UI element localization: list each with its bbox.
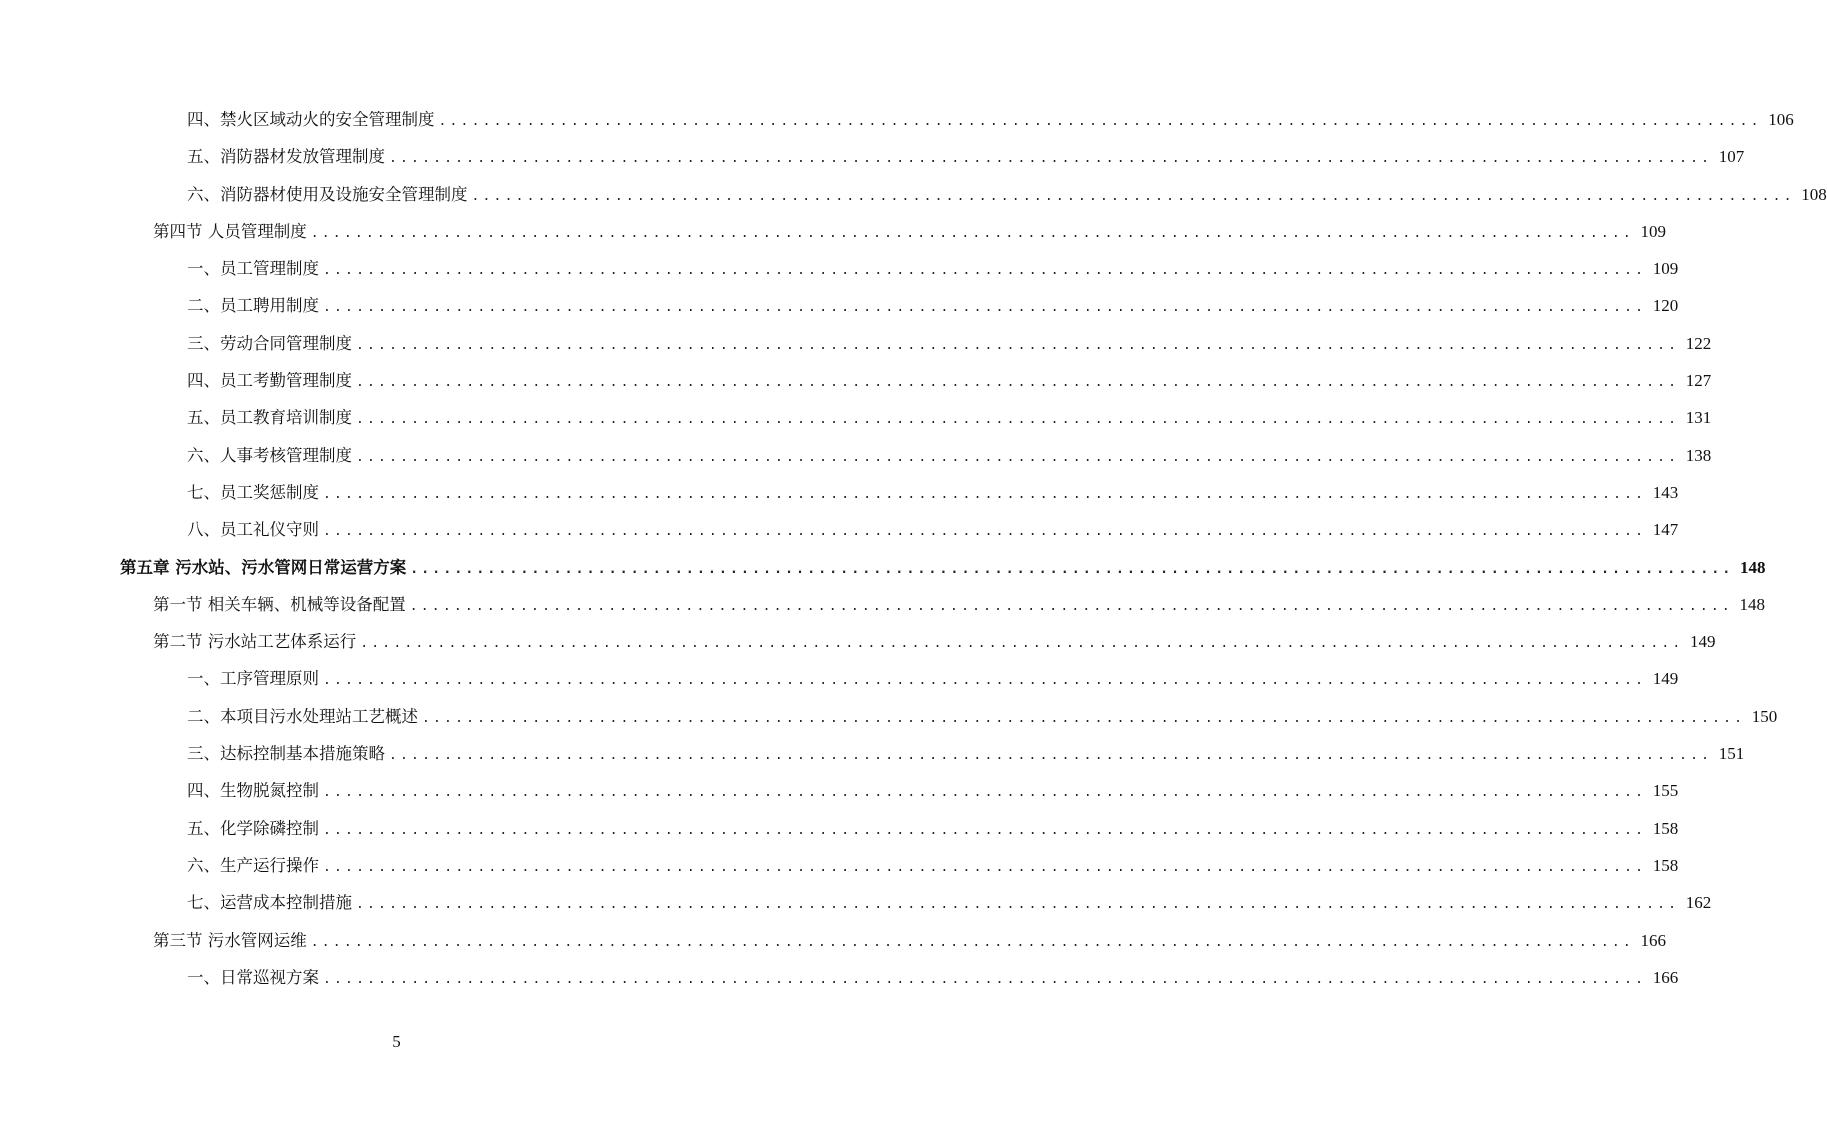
- toc-entry-item[interactable]: [0, 362, 1712, 399]
- toc-entry-line: [153, 586, 1765, 625]
- toc-entry-line: [153, 623, 1716, 662]
- page-number: 5: [392, 1032, 401, 1051]
- toc-entry-page: 127: [1685, 371, 1712, 391]
- toc-entry-title: 六、生产运行操作: [187, 855, 319, 875]
- toc-entry-page: 143: [1652, 482, 1679, 502]
- toc-entry-title: 二、本项目污水处理站工艺概述: [187, 706, 418, 726]
- dot-leader: ........................................................................................................................: [356, 412, 1680, 428]
- dot-leader: ........................................................................................................................: [356, 337, 1680, 353]
- toc-entry-line: [187, 959, 1679, 998]
- dot-leader: ........................................................................................................................: [323, 859, 1647, 875]
- toc-entry-title: 一、员工管理制度: [187, 259, 319, 279]
- toc-entry-line: [187, 698, 1778, 737]
- toc-entry-line: [187, 810, 1679, 849]
- toc-entry-line: [187, 176, 1827, 215]
- toc-entry-line: [187, 660, 1679, 699]
- toc-entry-title: 七、员工奖惩制度: [187, 482, 319, 502]
- toc-entry-item[interactable]: [0, 399, 1712, 436]
- toc-entry-line: [187, 474, 1679, 513]
- toc-entry-item[interactable]: [0, 474, 1679, 511]
- toc-entry-item[interactable]: [0, 884, 1712, 921]
- dot-leader: ........................................................................................................................: [410, 561, 1734, 577]
- toc-entry-page: 148: [1739, 594, 1765, 614]
- toc-entry-title: 一、日常巡视方案: [187, 967, 319, 987]
- toc-entry-item[interactable]: [0, 101, 1794, 138]
- toc-entry-title: 三、劳动合同管理制度: [187, 333, 352, 353]
- toc-entry-title: 七、运营成本控制措施: [187, 893, 352, 913]
- toc-entry-page: 107: [1718, 147, 1745, 167]
- toc-entry-title: 八、员工礼仪守则: [187, 520, 319, 540]
- toc-entry-item[interactable]: [0, 959, 1679, 996]
- dot-leader: ........................................................................................................................: [389, 748, 1713, 764]
- toc-entry-line: [187, 362, 1712, 401]
- dot-leader: ........................................................................................................................: [422, 710, 1746, 726]
- toc-entry-line: [187, 138, 1745, 177]
- dot-leader: ........................................................................................................................: [323, 524, 1647, 540]
- dot-leader: ........................................................................................................................: [310, 934, 1634, 950]
- toc-entry-page: 158: [1652, 855, 1679, 875]
- toc-entry-item[interactable]: [0, 437, 1712, 474]
- toc-entry-line: [187, 250, 1679, 289]
- toc-entry-line: [187, 735, 1745, 774]
- dot-leader: ........................................................................................................................: [323, 673, 1647, 689]
- dot-leader: ........................................................................................................................: [323, 971, 1647, 987]
- toc-entry-item[interactable]: [0, 847, 1679, 884]
- toc-entry-page: 109: [1652, 259, 1679, 279]
- toc-entry-page: 122: [1685, 333, 1712, 353]
- toc-entry-line: [153, 213, 1666, 252]
- dot-leader: ........................................................................................................................: [471, 188, 1795, 204]
- dot-leader: ........................................................................................................................: [323, 263, 1647, 279]
- toc-entry-line: [187, 437, 1712, 476]
- toc-entry-title: 第四节 人员管理制度: [153, 221, 307, 241]
- toc-entry-item[interactable]: [0, 176, 1827, 213]
- toc-entry-page: 138: [1685, 445, 1712, 465]
- toc-entry-item[interactable]: [0, 325, 1712, 362]
- toc-entry-title: 四、生物脱氮控制: [187, 781, 319, 801]
- toc-entry-item[interactable]: [0, 772, 1679, 809]
- dot-leader: ........................................................................................................................: [323, 822, 1647, 838]
- toc-entry-page: 109: [1640, 221, 1666, 241]
- dot-leader: ........................................................................................................................: [310, 225, 1634, 241]
- dot-leader: ........................................................................................................................: [323, 486, 1647, 502]
- toc-entry-line: [120, 549, 1766, 588]
- toc-entry-section[interactable]: [0, 922, 1666, 959]
- dot-leader: ........................................................................................................................: [409, 598, 1733, 614]
- toc-entry-item[interactable]: [0, 698, 1778, 735]
- dot-leader: ........................................................................................................................: [356, 375, 1680, 391]
- toc-entry-title: 五、化学除磷控制: [187, 818, 319, 838]
- toc-entry-page: 155: [1652, 781, 1679, 801]
- toc-entry-title: 第二节 污水站工艺体系运行: [153, 632, 357, 652]
- toc-entry-item[interactable]: [0, 138, 1745, 175]
- toc-entry-item[interactable]: [0, 250, 1679, 287]
- toc-entry-line: [187, 287, 1679, 326]
- toc-entry-page: 149: [1652, 669, 1679, 689]
- toc-entry-line: [187, 325, 1712, 364]
- toc-entry-title: 三、达标控制基本措施策略: [187, 744, 385, 764]
- toc-entry-page: 166: [1652, 967, 1679, 987]
- dot-leader: ........................................................................................................................: [360, 636, 1684, 652]
- toc-entry-title: 第五章 污水站、污水管网日常运营方案: [120, 557, 407, 577]
- toc-entry-title: 二、员工聘用制度: [187, 296, 319, 316]
- toc-entry-page: 158: [1652, 818, 1679, 838]
- toc-entry-line: [187, 847, 1679, 886]
- toc-entry-page: 106: [1768, 110, 1794, 129]
- toc-entry-line: [187, 101, 1794, 140]
- toc-entry-line: [187, 772, 1679, 811]
- toc-entry-page: 148: [1739, 557, 1766, 577]
- toc-entry-title: 四、禁火区域动火的安全管理制度: [187, 110, 435, 129]
- toc-entry-page: 149: [1689, 632, 1716, 652]
- toc-entry-section[interactable]: [0, 623, 1716, 660]
- toc-entry-title: 六、消防器材使用及设施安全管理制度: [187, 184, 468, 204]
- toc-entry-item[interactable]: [0, 511, 1679, 548]
- toc-entry-page: 120: [1652, 296, 1679, 316]
- toc-entry-page: 162: [1685, 893, 1712, 913]
- toc-entry-section[interactable]: [0, 586, 1765, 623]
- dot-leader: ........................................................................................................................: [323, 300, 1647, 316]
- toc-entry-item[interactable]: [0, 660, 1679, 697]
- toc-entry-title: 一、工序管理原则: [187, 669, 319, 689]
- toc-entry-line: [153, 922, 1666, 961]
- toc-entry-line: [187, 399, 1712, 438]
- toc-entry-page: 131: [1685, 408, 1712, 428]
- dot-leader: ........................................................................................................................: [356, 897, 1680, 913]
- toc-entry-title: 第三节 污水管网运维: [153, 930, 307, 950]
- dot-leader: ........................................................................................................................: [438, 114, 1762, 129]
- dot-leader: ........................................................................................................................: [323, 785, 1647, 801]
- dot-leader: ........................................................................................................................: [389, 151, 1713, 167]
- toc-entry-page: 166: [1640, 930, 1666, 950]
- toc-entry-title: 五、员工教育培训制度: [187, 408, 352, 428]
- toc-entry-title: 第一节 相关车辆、机械等设备配置: [153, 594, 406, 614]
- toc-entry-title: 五、消防器材发放管理制度: [187, 147, 385, 167]
- toc-entry-section[interactable]: [0, 213, 1666, 250]
- toc-entry-line: [187, 511, 1679, 550]
- toc-entry-title: 六、人事考核管理制度: [187, 445, 352, 465]
- toc-entry-line: [187, 884, 1712, 923]
- toc-entry-page: 108: [1801, 184, 1827, 204]
- table-of-contents: [0, 101, 1827, 996]
- toc-entry-page: 151: [1718, 744, 1745, 764]
- toc-entry-chapter[interactable]: [0, 549, 1766, 586]
- toc-entry-page: 150: [1751, 706, 1778, 726]
- dot-leader: ........................................................................................................................: [356, 449, 1680, 465]
- toc-entry-title: 四、员工考勤管理制度: [187, 371, 352, 391]
- toc-entry-item[interactable]: [0, 735, 1745, 772]
- toc-entry-item[interactable]: [0, 287, 1679, 324]
- toc-entry-item[interactable]: [0, 810, 1679, 847]
- toc-entry-page: 147: [1652, 520, 1679, 540]
